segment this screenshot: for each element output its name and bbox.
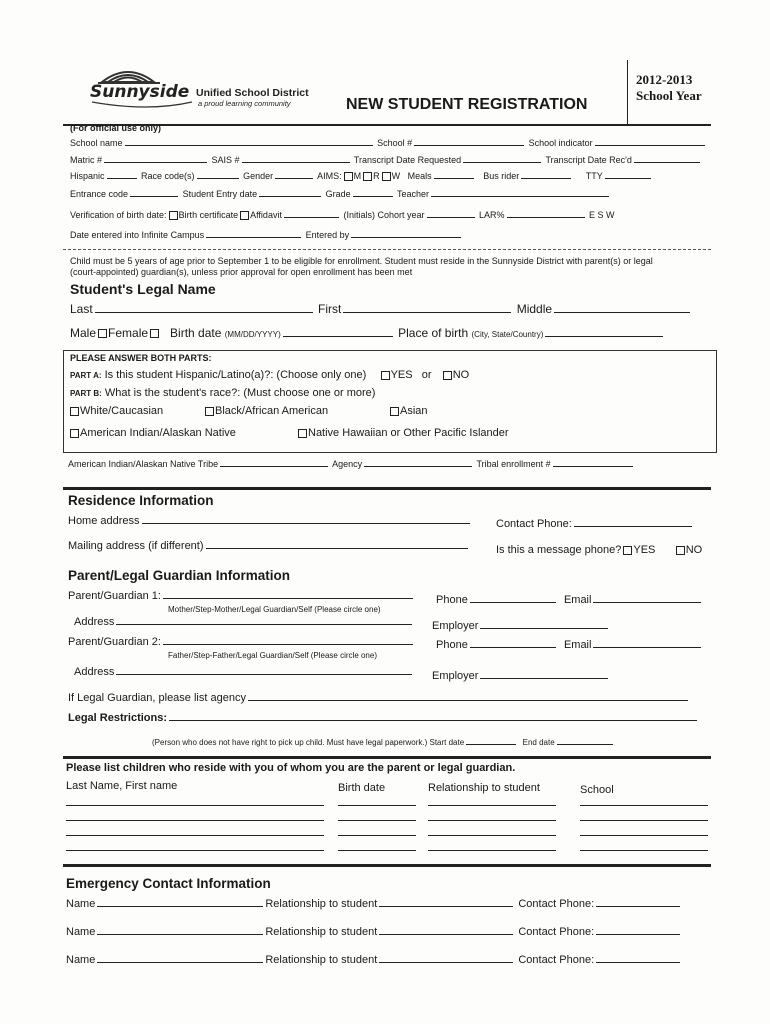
- hispanic-no-checkbox[interactable]: [443, 371, 452, 380]
- child-4-school-line[interactable]: [580, 850, 708, 851]
- child-2-birth-line[interactable]: [338, 820, 416, 821]
- hispanic-field[interactable]: [107, 177, 137, 179]
- guardian-1-address-row: Address: [74, 616, 414, 628]
- child-4-birth-line[interactable]: [338, 850, 416, 851]
- aims-m-checkbox[interactable]: [344, 172, 353, 181]
- entered-by-field[interactable]: [351, 236, 461, 238]
- guardian-1-email-field[interactable]: [593, 601, 701, 603]
- hispanic-row: Hispanic Race code(s) Gender AIMS: M R W Meals Bus rider TTY: [70, 171, 653, 181]
- middle-name-field[interactable]: [554, 311, 690, 313]
- transcript-received-field[interactable]: [634, 161, 700, 163]
- guardian-1-field[interactable]: [163, 597, 413, 599]
- place-of-birth-field[interactable]: [545, 335, 663, 337]
- race-asian-option[interactable]: Asian: [388, 405, 428, 417]
- school-year-label: School Year: [636, 88, 702, 103]
- sais-field[interactable]: [242, 161, 350, 163]
- female-checkbox[interactable]: [150, 329, 159, 338]
- child-4-relationship-line[interactable]: [428, 850, 556, 851]
- school-year: 2012-2013: [636, 72, 693, 87]
- guardian-2-phone-field[interactable]: [470, 646, 556, 648]
- child-1-birth-line[interactable]: [338, 805, 416, 806]
- col-name-header: Last Name, First name: [66, 780, 178, 792]
- col-school-header: School: [580, 784, 614, 796]
- asian-checkbox[interactable]: [390, 407, 399, 416]
- message-no-checkbox[interactable]: [676, 546, 685, 555]
- mailing-address-field[interactable]: [206, 547, 468, 549]
- emergency-2-relationship-field[interactable]: [379, 933, 513, 935]
- emergency-contact-1: Name Relationship to student Contact Phone:: [66, 898, 682, 910]
- school-indicator-field[interactable]: [595, 144, 705, 146]
- entrance-code-field[interactable]: [130, 195, 178, 197]
- home-address-field[interactable]: [142, 522, 470, 524]
- race-black-option[interactable]: Black/African American: [203, 405, 328, 417]
- emergency-contact-2: Name Relationship to student Contact Phone:: [66, 926, 682, 938]
- affidavit-checkbox[interactable]: [240, 211, 249, 220]
- emergency-2-phone-field[interactable]: [596, 933, 680, 935]
- birth-date-field[interactable]: [283, 335, 393, 337]
- aims-w-checkbox[interactable]: [382, 172, 391, 181]
- emergency-rule: [63, 864, 711, 867]
- legal-name-heading: Student's Legal Name: [70, 281, 216, 297]
- emergency-heading: Emergency Contact Information: [66, 876, 271, 891]
- residence-heading: Residence Information: [68, 493, 214, 508]
- guardian-1-employer-field[interactable]: [480, 627, 608, 629]
- col-relationship-header: Relationship to student: [428, 782, 540, 794]
- school-name-row: School name School # School indicator: [70, 138, 707, 148]
- child-1-relationship-line[interactable]: [428, 805, 556, 806]
- hawaiian-checkbox[interactable]: [298, 429, 307, 438]
- tribal-enrollment-field[interactable]: [553, 465, 633, 467]
- guardian-2-row: Parent/Guardian 2:: [68, 636, 415, 648]
- matric-row: Matric # SAIS # Transcript Date Requested Transcript Date Rec'd: [70, 155, 702, 165]
- date-entered-row: Date entered into Infinite Campus Entered by: [70, 230, 463, 240]
- child-4-name-line[interactable]: [66, 850, 324, 851]
- name-row: Last First Middle: [70, 302, 692, 316]
- initials-field[interactable]: [284, 216, 339, 218]
- school-name-field[interactable]: [125, 144, 373, 146]
- tty-field[interactable]: [605, 177, 651, 179]
- child-2-relationship-line[interactable]: [428, 820, 556, 821]
- emergency-3-phone-field[interactable]: [596, 961, 680, 963]
- child-3-relationship-line[interactable]: [428, 835, 556, 836]
- guardian-1-contact: Phone Email: [436, 594, 703, 606]
- meals-field[interactable]: [434, 177, 474, 179]
- legal-restrictions-row: Legal Restrictions:: [68, 712, 699, 724]
- guardian-1-employer-row: Employer: [432, 620, 610, 632]
- date-entered-field[interactable]: [206, 236, 301, 238]
- contact-phone-row: Contact Phone:: [496, 518, 694, 530]
- cohort-year-field[interactable]: [427, 216, 475, 218]
- matric-field[interactable]: [104, 161, 207, 163]
- part-b-row: PART B: What is the student's race?: (Must choose one or more): [70, 387, 376, 399]
- verification-row: Verification of birth date: Birth certificate Affidavit (Initials) Cohort year LAR% E S W: [70, 210, 615, 220]
- first-name-field[interactable]: [343, 311, 511, 313]
- black-checkbox[interactable]: [205, 407, 214, 416]
- child-3-name-line[interactable]: [66, 835, 324, 836]
- year-divider: [627, 60, 628, 124]
- emergency-2-name-field[interactable]: [97, 933, 263, 935]
- school-number-field[interactable]: [414, 144, 524, 146]
- restriction-start-date-field[interactable]: [466, 743, 516, 745]
- part-a-row: PART A: Is this student Hispanic/Latino(a)?: (Choose only one) YES or NO: [70, 369, 470, 381]
- white-checkbox[interactable]: [70, 407, 79, 416]
- last-name-field[interactable]: [95, 311, 313, 313]
- eligibility-line-2: (court-appointed) guardian(s), unless prior approval for open enrollment has been met: [70, 267, 413, 277]
- tribe-field[interactable]: [220, 465, 328, 467]
- emergency-contact-3: Name Relationship to student Contact Phone:: [66, 954, 682, 966]
- grade-field[interactable]: [353, 195, 393, 197]
- guardian-2-address-row: Address: [74, 666, 414, 678]
- transcript-requested-field[interactable]: [463, 161, 541, 163]
- guardian-2-address-field[interactable]: [116, 673, 412, 675]
- guardian-1-relationship: Mother/Step-Mother/Legal Guardian/Self (Please circle one): [168, 605, 381, 614]
- guardian-2-contact: Phone Email: [436, 639, 703, 651]
- entry-date-field[interactable]: [259, 195, 321, 197]
- emergency-1-name-field[interactable]: [97, 905, 263, 907]
- aims-r-checkbox[interactable]: [363, 172, 372, 181]
- message-phone-row: Is this a message phone? YES NO: [496, 544, 703, 556]
- race-native-american-option[interactable]: American Indian/Alaskan Native: [68, 427, 236, 439]
- guardian-2-relationship: Father/Step-Father/Legal Guardian/Self (Please circle one): [168, 651, 377, 660]
- native-american-checkbox[interactable]: [70, 429, 79, 438]
- bus-rider-field[interactable]: [521, 177, 571, 179]
- male-checkbox[interactable]: [98, 329, 107, 338]
- ethnicity-heading: PLEASE ANSWER BOTH PARTS:: [70, 353, 212, 363]
- guardian-2-email-field[interactable]: [593, 646, 701, 648]
- emergency-3-relationship-field[interactable]: [379, 961, 513, 963]
- guardian-1-row: Parent/Guardian 1:: [68, 590, 415, 602]
- home-address-row: Home address: [68, 515, 472, 527]
- teacher-field[interactable]: [431, 195, 609, 197]
- emergency-1-phone-field[interactable]: [596, 905, 680, 907]
- svg-text:Unified School District: Unified School District: [196, 87, 309, 99]
- children-rule: [63, 756, 711, 759]
- col-birth-header: Birth date: [338, 782, 386, 794]
- child-2-name-line[interactable]: [66, 820, 324, 821]
- lar-field[interactable]: [507, 216, 585, 218]
- guardian-2-field[interactable]: [163, 643, 413, 645]
- guardian-heading: Parent/Legal Guardian Information: [68, 568, 291, 583]
- mailing-address-row: Mailing address (if different): [68, 540, 470, 552]
- entrance-row: Entrance code Student Entry date Grade Teacher: [70, 189, 611, 199]
- emergency-1-relationship-field[interactable]: [379, 905, 513, 907]
- child-1-school-line[interactable]: [580, 805, 708, 806]
- svg-text:a proud learning community: a proud learning community: [198, 99, 291, 108]
- agency-field[interactable]: [364, 465, 472, 467]
- restrictions-note-row: (Person who does not have right to pick up child. Must have legal paperwork.) Start date End date: [152, 738, 615, 747]
- svg-text:Sunnyside: Sunnyside: [90, 82, 190, 102]
- legal-agency-field[interactable]: [248, 699, 688, 701]
- tribe-row: American Indian/Alaskan Native Tribe Agency Tribal enrollment #: [68, 459, 635, 469]
- children-heading: Please list children who reside with you of whom you are the parent or legal guardian.: [66, 762, 516, 774]
- emergency-3-name-field[interactable]: [97, 961, 263, 963]
- legal-agency-row: If Legal Guardian, please list agency: [68, 692, 690, 704]
- residence-rule: [63, 487, 711, 490]
- official-divider: [63, 249, 711, 250]
- eligibility-line-1: Child must be 5 years of age prior to September 1 to be eligible for enrollment. Student must reside in the Sunnyside District with parent(s) or legal: [70, 256, 653, 266]
- guardian-1-phone-field[interactable]: [470, 601, 556, 603]
- sunnyside-logo: [88, 62, 328, 112]
- contact-phone-field[interactable]: [574, 525, 692, 527]
- guardian-1-address-field[interactable]: [116, 623, 412, 625]
- hispanic-yes-checkbox[interactable]: [381, 371, 390, 380]
- birth-certificate-checkbox[interactable]: [169, 211, 178, 220]
- official-use-heading: (For official use only): [70, 123, 162, 133]
- restriction-end-date-field[interactable]: [557, 743, 613, 745]
- child-2-school-line[interactable]: [580, 820, 708, 821]
- child-3-birth-line[interactable]: [338, 835, 416, 836]
- race-hawaiian-option[interactable]: Native Hawaiian or Other Pacific Islander: [296, 427, 509, 439]
- sex-birth-row: Male Female Birth date (MM/DD/YYYY) Place of birth (City, State/Country): [70, 326, 665, 340]
- gender-field[interactable]: [275, 177, 313, 179]
- legal-restrictions-field[interactable]: [169, 719, 697, 721]
- message-yes-checkbox[interactable]: [623, 546, 632, 555]
- child-3-school-line[interactable]: [580, 835, 708, 836]
- guardian-2-employer-row: Employer: [432, 670, 610, 682]
- race-code-field[interactable]: [197, 177, 239, 179]
- child-1-name-line[interactable]: [66, 805, 324, 806]
- race-white-option[interactable]: White/Caucasian: [68, 405, 163, 417]
- form-title: NEW STUDENT REGISTRATION: [346, 96, 588, 113]
- guardian-2-employer-field[interactable]: [480, 677, 608, 679]
